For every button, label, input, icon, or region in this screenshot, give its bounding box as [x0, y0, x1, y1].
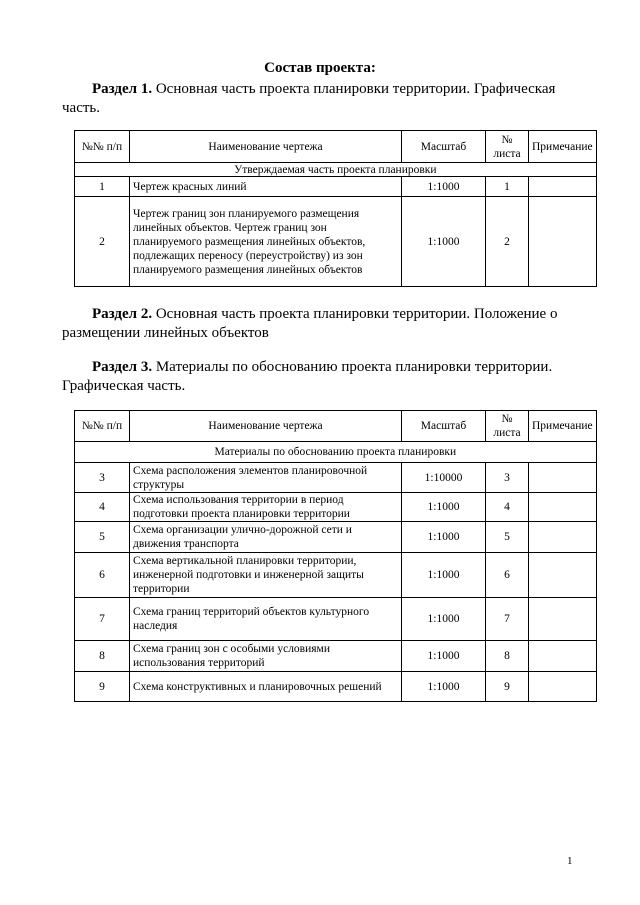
- row-sheet: 1: [486, 177, 529, 197]
- table-row: [75, 522, 597, 553]
- row-scale: 1:1000: [402, 553, 486, 598]
- row-num: 2: [75, 197, 130, 287]
- row-num: 1: [75, 177, 130, 197]
- row-note: [529, 672, 597, 702]
- table-row: [75, 197, 597, 287]
- section-3-heading: [62, 358, 582, 396]
- header-note: Примечание: [529, 411, 597, 442]
- row-sheet: 3: [486, 463, 529, 493]
- row-scale: 1:1000: [402, 197, 486, 287]
- row-scale: 1:1000: [402, 522, 486, 553]
- row-note: [529, 493, 597, 522]
- drawings-table-2: [74, 410, 597, 702]
- drawings-table-1: [74, 130, 597, 287]
- row-scale: 1:1000: [402, 493, 486, 522]
- row-name: Чертеж границ зон планируемого размещения линейных объектов. Чертеж границ зон планируемого размещения линейных объектов, подлежащих переносу (переустройству) из зон планируемого размещения линейных объектов: [130, 197, 402, 287]
- row-sheet: 5: [486, 522, 529, 553]
- section-2-label: Раздел 2.: [92, 306, 153, 322]
- row-sheet: 6: [486, 553, 529, 598]
- section-2-heading: [62, 305, 582, 343]
- row-scale: 1:1000: [402, 177, 486, 197]
- row-name: Схема использования территории в период подготовки проекта планировки территории: [130, 493, 402, 522]
- header-note: Примечание: [529, 131, 597, 163]
- row-sheet: 4: [486, 493, 529, 522]
- row-note: [529, 522, 597, 553]
- header-scale: Масштаб: [402, 131, 486, 163]
- document-title: Состав проекта:: [264, 60, 376, 76]
- header-name: Наименование чертежа: [130, 411, 402, 442]
- row-note: [529, 177, 597, 197]
- row-num: 8: [75, 641, 130, 672]
- group-title: Утверждаемая часть проекта планировки: [75, 163, 597, 177]
- row-name: Схема вертикальной планировки территории, инженерной подготовки и инженерной защиты территории: [130, 553, 402, 598]
- header-num: №№ п/п: [75, 411, 130, 442]
- row-sheet: 9: [486, 672, 529, 702]
- section-3-text: Материалы по обоснованию проекта планировки территории. Графическая часть.: [62, 359, 553, 394]
- table-row: [75, 177, 597, 197]
- row-sheet: 2: [486, 197, 529, 287]
- table-row: [75, 672, 597, 702]
- row-sheet: 8: [486, 641, 529, 672]
- row-num: 6: [75, 553, 130, 598]
- header-sheet: № листа: [486, 411, 529, 442]
- row-name: Чертеж красных линий: [130, 177, 402, 197]
- table-row: [75, 598, 597, 641]
- row-note: [529, 598, 597, 641]
- header-scale: Масштаб: [402, 411, 486, 442]
- group-title: Материалы по обоснованию проекта планировки: [75, 442, 597, 463]
- page-number: 1: [567, 855, 573, 867]
- table-header-row: [75, 411, 597, 442]
- row-note: [529, 197, 597, 287]
- header-num: №№ п/п: [75, 131, 130, 163]
- row-num: 5: [75, 522, 130, 553]
- row-scale: 1:1000: [402, 672, 486, 702]
- row-num: 3: [75, 463, 130, 493]
- row-name: Схема границ зон с особыми условиями использования территорий: [130, 641, 402, 672]
- row-name: Схема расположения элементов планировочной структуры: [130, 463, 402, 493]
- section-1-text: Основная часть проекта планировки территории. Графическая часть.: [62, 81, 556, 116]
- row-name: Схема организации улично-дорожной сети и движения транспорта: [130, 522, 402, 553]
- table-header-row: [75, 131, 597, 163]
- row-scale: 1:10000: [402, 463, 486, 493]
- row-sheet: 7: [486, 598, 529, 641]
- table-row: [75, 641, 597, 672]
- row-num: 7: [75, 598, 130, 641]
- row-note: [529, 641, 597, 672]
- table-row: [75, 553, 597, 598]
- row-note: [529, 463, 597, 493]
- row-name: Схема конструктивных и планировочных решений: [130, 672, 402, 702]
- row-scale: 1:1000: [402, 641, 486, 672]
- row-num: 4: [75, 493, 130, 522]
- row-num: 9: [75, 672, 130, 702]
- header-sheet: № листа: [486, 131, 529, 163]
- row-note: [529, 553, 597, 598]
- table-row: [75, 493, 597, 522]
- header-name: Наименование чертежа: [130, 131, 402, 163]
- section-2-text: Основная часть проекта планировки территории. Положение о размещении линейных объектов: [62, 306, 558, 341]
- table-row: [75, 463, 597, 493]
- section-3-label: Раздел 3.: [92, 359, 153, 375]
- row-name: Схема границ территорий объектов культурного наследия: [130, 598, 402, 641]
- group-row: [75, 442, 597, 463]
- row-scale: 1:1000: [402, 598, 486, 641]
- section-1-label: Раздел 1.: [92, 81, 153, 97]
- group-row: [75, 163, 597, 177]
- section-1-heading: [62, 80, 582, 118]
